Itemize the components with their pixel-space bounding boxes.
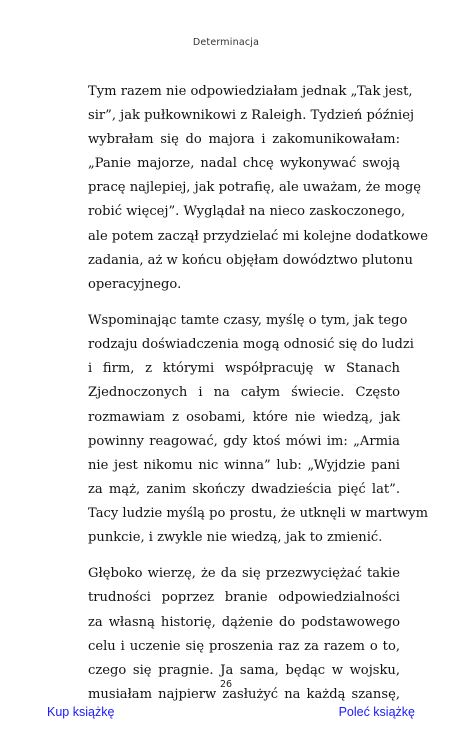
text-line: czego się pragnie. Ja sama, będąc w wojsku, (88, 662, 400, 678)
text-line: musiałam najpierw zasłużyć na każdą szansę, (88, 686, 400, 702)
text-line: celu i uczenie się proszenia raz za razem o to, (88, 638, 400, 654)
text-line: trudności poprzez branie odpowiedzialności (88, 590, 400, 606)
text-line: Głęboko wierzę, że da się przezwyciężać takie (88, 566, 400, 582)
text-line: nie jest nikomu nic winna” lub: „Wyjdzie pani (88, 457, 400, 473)
text-line: Wspominając tamte czasy, myślę o tym, jak tego (88, 313, 408, 329)
text-line: za mąż, zanim skończy dwadzieścia pięć lat”. (88, 481, 400, 497)
text-line: operacyjnego. (88, 276, 182, 292)
text-line: Tacy ludzie myślą po prostu, że utknęli w martwym (88, 505, 429, 521)
text-line: zadania, aż w końcu objęłam dowództwo plutonu (88, 252, 413, 268)
text-line: wybrałam się do majora i zakomunikowałam: (88, 132, 400, 148)
text-line: i firm, z którymi współpracuję w Stanach (88, 361, 400, 377)
page-number: 26 (219, 679, 233, 690)
recommend-book-link[interactable]: Poleć książkę (338, 705, 415, 719)
paragraph-1 (88, 80, 428, 297)
text-line: rozmawiam z osobami, które nie wiedzą, jak (88, 409, 400, 425)
text-line: Tym razem nie odpowiedziałam jednak „Tak jest, (88, 84, 413, 99)
text-line: Zjednoczonych i na całym świecie. Często (88, 385, 400, 401)
text-line: powinny reagować, gdy ktoś mówi im: „Armia (88, 433, 400, 449)
text-line: robić więcej”. Wyglądał na nieco zaskoczonego, (88, 204, 406, 220)
text-line: pracę najlepiej, jak potrafię, ale uważam, że mogę (88, 180, 422, 196)
body-text (88, 80, 429, 719)
text-line: „Panie majorze, nadal chcę wykonywać swoją (88, 156, 400, 172)
page-header: Determinacja (192, 37, 260, 48)
text-line: punkcie, i zwykle nie wiedzą, jak to zmienić. (88, 529, 383, 545)
text-line: ale potem zaczął przydzielać mi kolejne dodatkowe (88, 228, 428, 244)
text-line: za własną historię, dążenie do podstawowego (88, 614, 400, 630)
text-line: rodzaju doświadczenia mogą odnosić się do ludzi (88, 337, 414, 353)
text-line: sir”, jak pułkownikowi z Raleigh. Tydzień później (88, 108, 415, 124)
paragraph-2 (88, 309, 429, 550)
buy-book-link[interactable]: Kup książkę (47, 705, 115, 719)
